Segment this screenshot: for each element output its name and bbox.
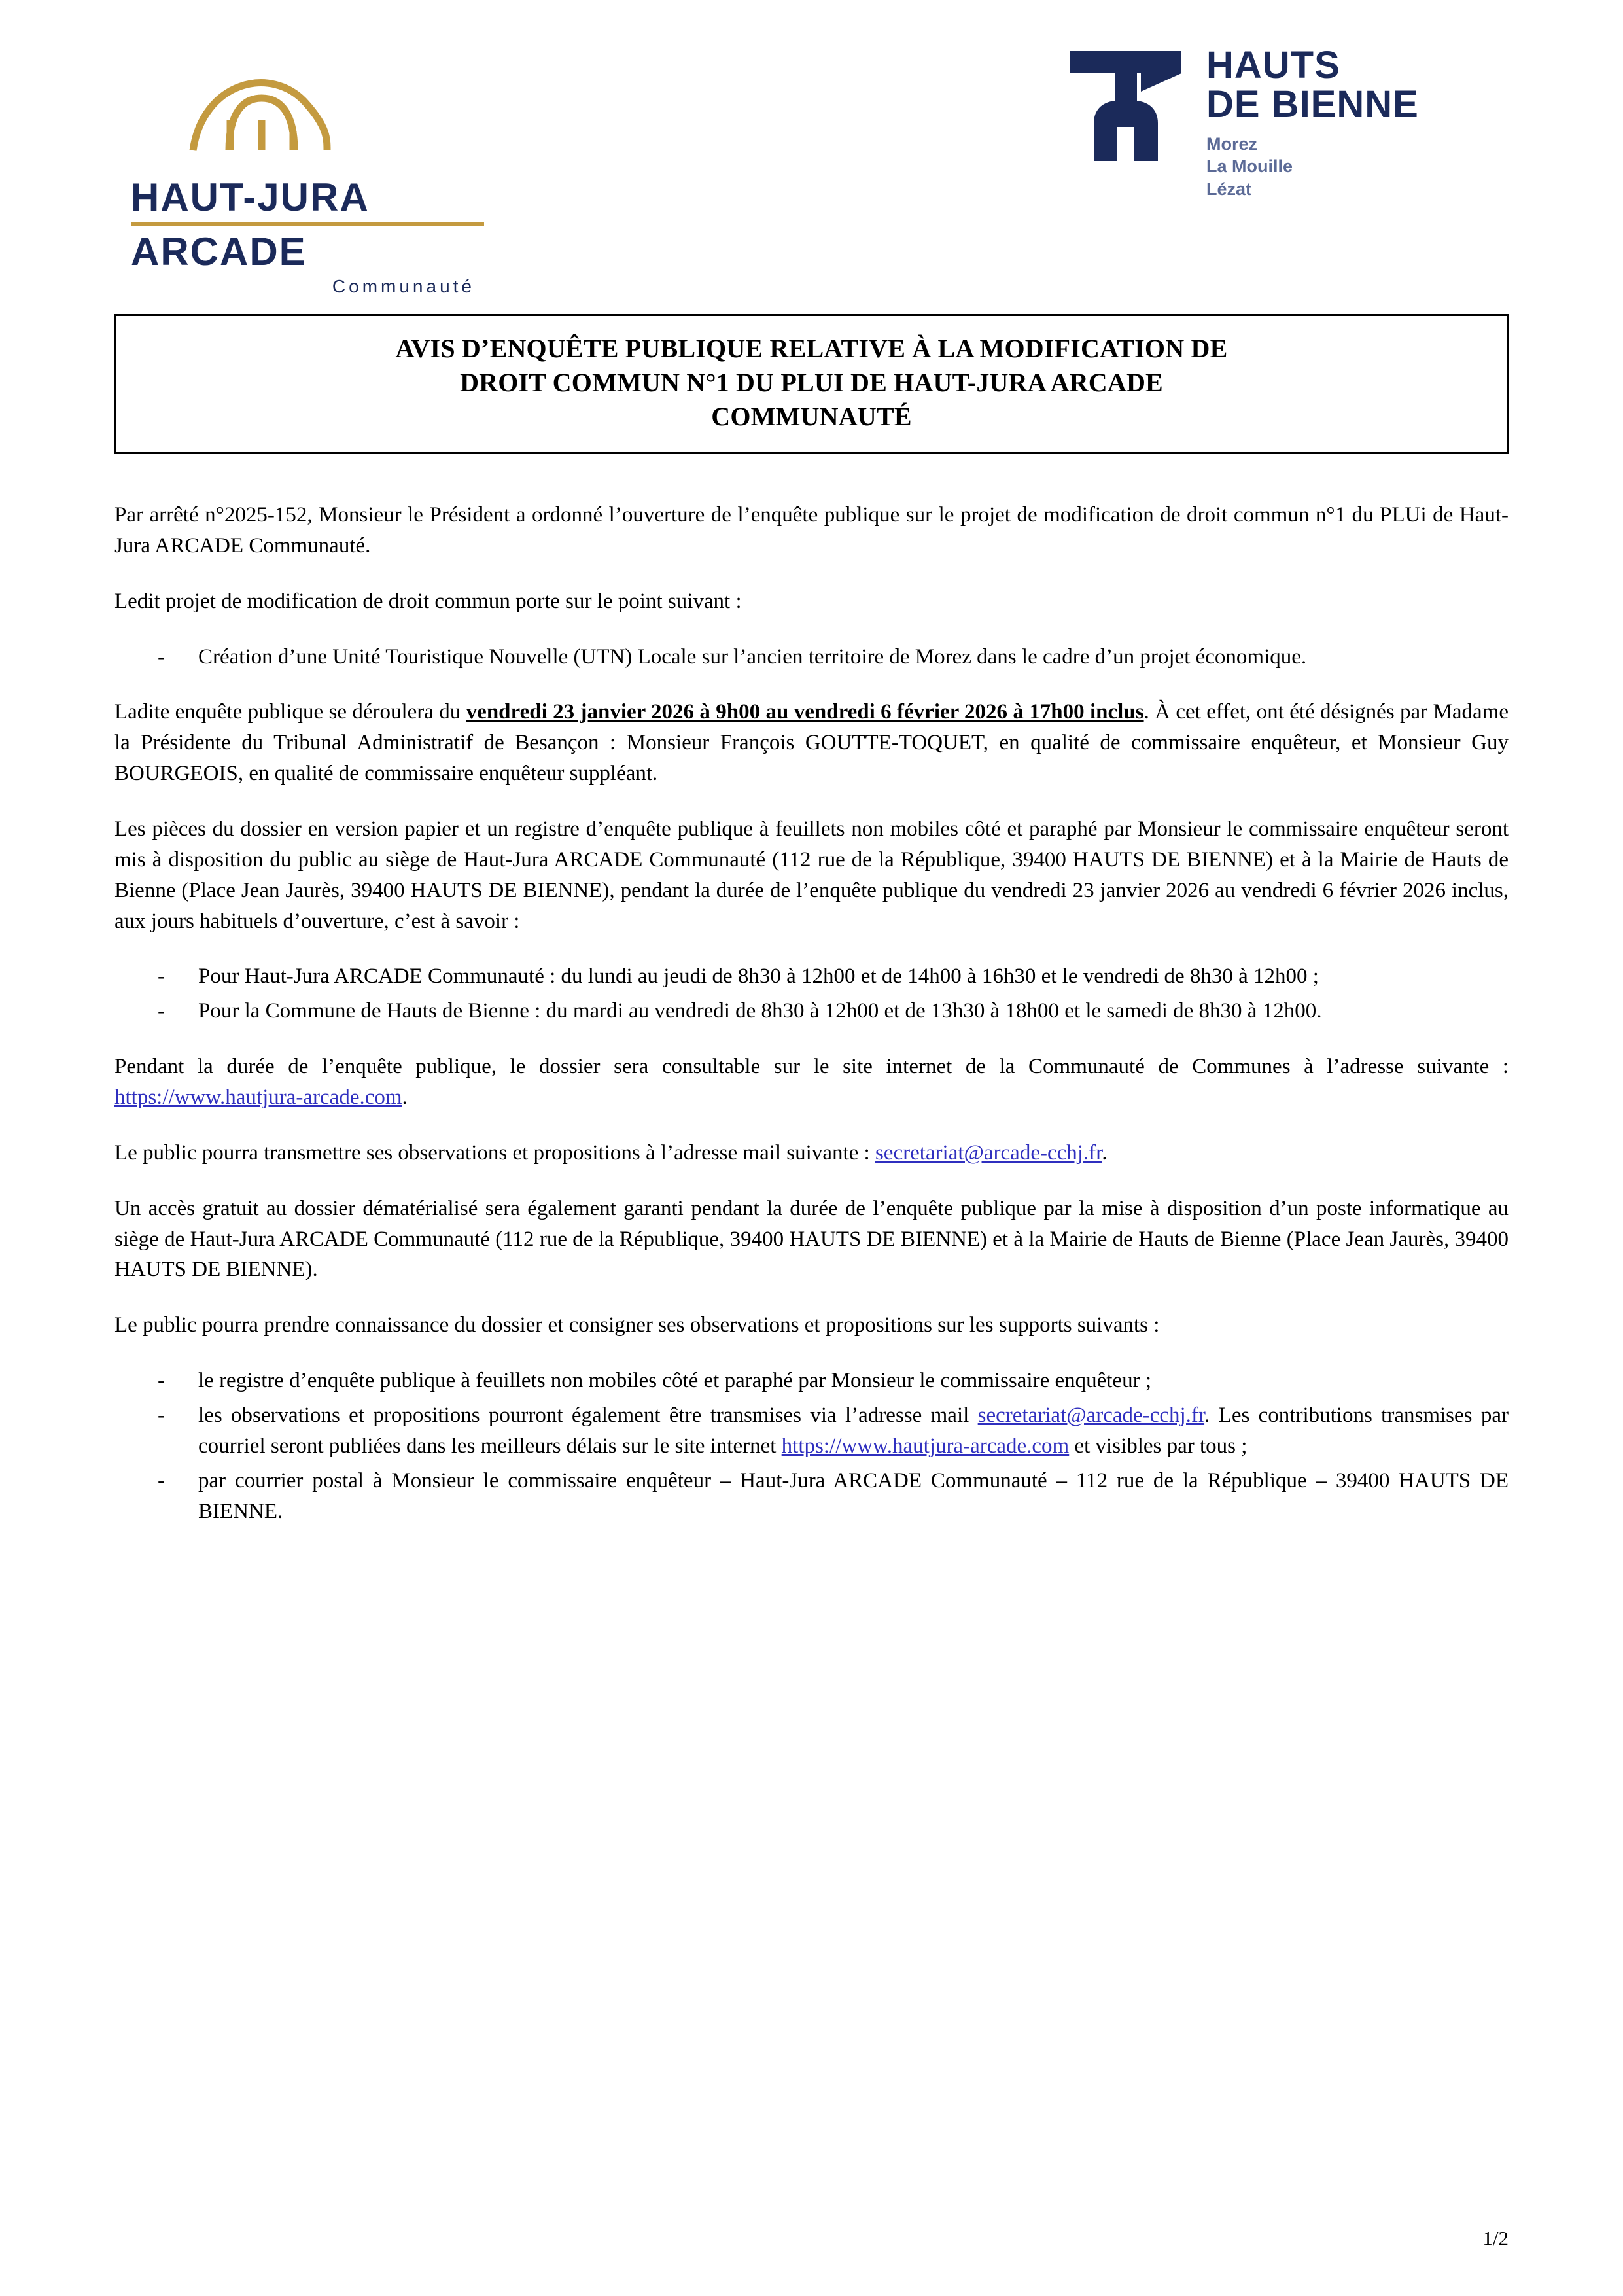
page-number: 1/2: [1482, 2227, 1509, 2250]
list-item: [154, 1400, 1509, 1462]
logo-line-haut-jura: HAUT-JURA: [131, 175, 370, 219]
link-mail-secretariat[interactable]: secretariat@arcade-cchj.fr: [875, 1140, 1102, 1165]
list-horaires: [114, 961, 1509, 1027]
list-item: - Pour la Commune de Hauts de Bienne : du mardi au vendredi de 8h30 à 12h00 et de 13h30 à 18h00 et le samedi de 8h30 à 12h00.: [154, 996, 1509, 1027]
paragraph-acces-gratuit: Un accès gratuit au dossier dématérialisé sera également garanti pendant la durée de l’enquête publique par la mise à disposition d’un poste informatique au siège de Haut-Jura ARCADE Communauté (112 rue de la République, 39400 HAUTS DE BIENNE) et à la Mairie de Hauts de Bienne (Place Jean Jaurès, 39400 HAUTS DE BIENNE).: [114, 1196, 1509, 1282]
haut-jura-arcade-logo-mark: [131, 52, 484, 173]
list-objet: [114, 642, 1509, 673]
haut-jura-arcade-logo: [131, 52, 484, 297]
link-site-hautjura-arcade-2[interactable]: https://www.hautjura-arcade.com: [781, 1434, 1070, 1458]
paragraph-dates-after: . À cet effet, ont été désignés par Madame la Présidente du Tribunal Administratif de Besançon : Monsieur François GOUTTE-TOQUET, en qualité de commissaire enquêteur, et Monsieur Guy BOURGEOIS, en qualité de commissaire enquêteur suppléant.: [114, 700, 1509, 786]
page-title-line-2: DROIT COMMUN N°1 DU PLUI DE HAUT-JURA ARCADE: [460, 368, 1163, 397]
enquete-dates: vendredi 23 janvier 2026 à 9h00 au vendredi 6 février 2026 à 17h00 inclus: [466, 700, 1144, 724]
logo-line-hauts: HAUTS: [1206, 44, 1340, 86]
link-site-hautjura-arcade[interactable]: https://www.hautjura-arcade.com: [114, 1086, 402, 1110]
paragraph-arrete: Par arrêté n°2025-152, Monsieur le Président a ordonné l’ouverture de l’enquête publique sur le projet de modification de droit commun n°1 du PLUi de Haut-Jura ARCADE Communauté.: [114, 503, 1509, 557]
logo-line-communaute: Communauté: [332, 276, 475, 296]
paragraph-site-internet: [114, 1051, 1509, 1113]
paragraph-mail-after: .: [1102, 1140, 1108, 1165]
paragraph-supports-intro: Le public pourra prendre connaissance du dossier et consigner ses observations et propositions sur les supports suivants :: [114, 1313, 1160, 1337]
page-title: [114, 314, 1509, 454]
paragraph-dossier-papier: Les pièces du dossier en version papier et un registre d’enquête publique à feuillets non mobiles côté et paraphé par Monsieur le commissaire enquêteur seront mis à disposition du public au siège de Haut-Jura ARCADE Communauté (112 rue de la République, 39400 HAUTS DE BIENNE) et à la Mairie de Hauts de Bienne (Place Jean Jaurès, 39400 HAUTS DE BIENNE), pendant la durée de l’enquête publique du vendredi 23 janvier 2026 au vendredi 6 février 2026 inclus, aux jours habituels d’ouverture, c’est à savoir :: [114, 817, 1509, 933]
logo-line-de-bienne: DE BIENNE: [1206, 83, 1419, 126]
page-title-line-1: AVIS D’ENQUÊTE PUBLIQUE RELATIVE À LA MODIFICATION DE: [395, 334, 1228, 363]
list-item: - par courrier postal à Monsieur le commissaire enquêteur – Haut-Jura ARCADE Communauté – 112 rue de la République – 39400 HAUTS DE BIENNE.: [154, 1466, 1509, 1527]
document-header: [114, 0, 1509, 308]
list-item: - Pour Haut-Jura ARCADE Communauté : du lundi au jeudi de 8h30 à 12h00 et de 14h00 à 16h30 et le vendredi de 8h30 à 12h00 ;: [154, 961, 1509, 992]
list-item: - le registre d’enquête publique à feuillets non mobiles côté et paraphé par Monsieur le commissaire enquêteur ;: [154, 1366, 1509, 1396]
paragraph-adresse-mail: [114, 1138, 1509, 1169]
list-item: - Création d’une Unité Touristique Nouvelle (UTN) Locale sur l’ancien territoire de Morez dans le cadre d’un projet économique.: [154, 642, 1509, 673]
paragraph-objet-intro: Ledit projet de modification de droit commun porte sur le point suivant :: [114, 589, 742, 613]
hauts-de-bienne-logo-mark: [1064, 46, 1188, 167]
document-body: [114, 500, 1509, 1527]
haut-jura-arcade-logo-text: [131, 177, 484, 297]
paragraph-dates: [114, 697, 1509, 789]
support-mail-after: et visibles par tous ;: [1069, 1434, 1248, 1458]
page-title-line-3: COMMUNAUTÉ: [711, 402, 912, 431]
logo-line-arcade: ARCADE: [131, 230, 307, 274]
hauts-de-bienne-logo-text: [1206, 46, 1419, 200]
paragraph-site-after: .: [402, 1086, 408, 1110]
paragraph-site-before: Pendant la durée de l’enquête publique, le dossier sera consultable sur le site internet de la Communauté de Communes à l’adresse suivante :: [114, 1055, 1509, 1079]
paragraph-dates-before: Ladite enquête publique se déroulera du: [114, 700, 466, 724]
support-mail-mid: . Les contributions transmises par courriel seront publiées dans les meilleurs délais sur le site internet: [198, 1404, 1509, 1458]
support-mail-before: les observations et propositions pourront également être transmises via l’adresse mail: [198, 1404, 978, 1428]
paragraph-mail-before: Le public pourra transmettre ses observations et propositions à l’adresse mail suivante :: [114, 1140, 875, 1165]
logo-sub-morez: Morez: [1206, 133, 1258, 154]
logo-sub-la-mouille: La Mouille: [1206, 156, 1293, 177]
hauts-de-bienne-logo: [1064, 46, 1489, 200]
logo-divider-rule: [131, 222, 484, 226]
link-mail-secretariat-2[interactable]: secretariat@arcade-cchj.fr: [977, 1404, 1205, 1428]
list-supports: [114, 1366, 1509, 1527]
logo-sub-lezat: Lézat: [1206, 179, 1252, 199]
